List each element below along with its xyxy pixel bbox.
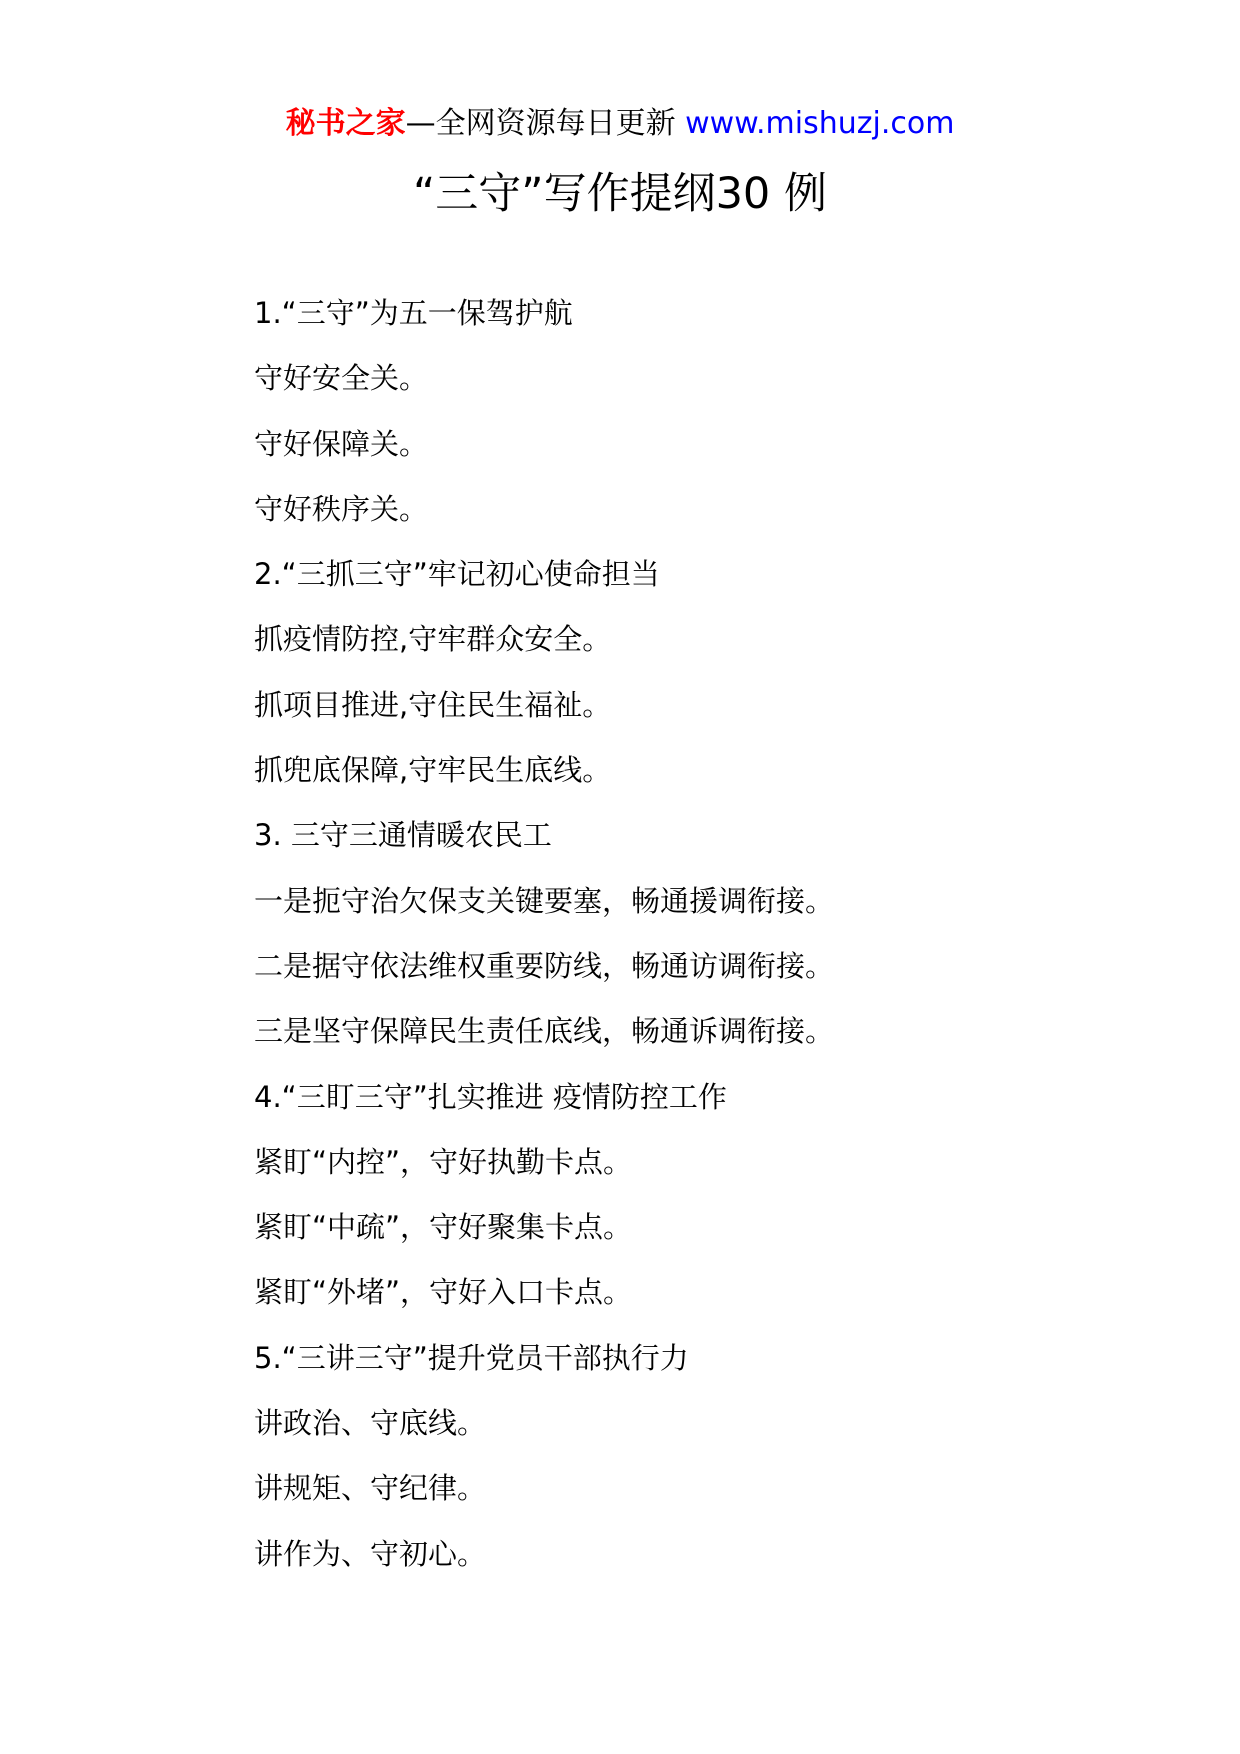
document-title: “三守”写作提纲30 例: [413, 169, 827, 219]
document-body: [254, 294, 1154, 1600]
body-line: 抓疫情防控,守牢群众安全。: [254, 622, 612, 657]
brand-name: 秘书之家: [285, 106, 406, 141]
section-heading-3: 3. 三守三通情暖农民工: [254, 818, 552, 853]
body-line: 守好安全关。: [254, 361, 429, 396]
section-heading-5: 5.“三讲三守”提升党员干部执行力: [254, 1340, 689, 1375]
body-line: 守好保障关。: [254, 426, 429, 461]
body-line: 讲政治、守底线。: [254, 1406, 487, 1441]
body-line: 三是坚守保障民生责任底线，畅通诉调衔接。: [254, 1014, 835, 1049]
body-line: 二是据守依法维权重要防线，畅通访调衔接。: [254, 948, 835, 983]
body-line: 紧盯“外堵”，守好入口卡点。: [254, 1275, 633, 1310]
body-line: 紧盯“内控”，守好执勤卡点。: [254, 1144, 633, 1179]
body-line: 守好秩序关。: [254, 491, 429, 526]
section-heading-4: 4.“三盯三守”扎实推进 疫情防控工作: [254, 1079, 727, 1114]
section-heading-2: 2.“三抓三守”牢记初心使命担当: [254, 557, 660, 592]
body-line: 抓项目推进,守住民生福祉。: [254, 687, 612, 722]
site-header: [0, 104, 1240, 144]
body-line: 抓兜底保障,守牢民生底线。: [254, 753, 612, 788]
body-line: 一是扼守治欠保支关键要塞，畅通援调衔接。: [254, 883, 835, 918]
body-line: 紧盯“中疏”，守好聚集卡点。: [254, 1210, 633, 1245]
body-line: 讲规矩、守纪律。: [254, 1471, 487, 1506]
header-tagline: —全网资源每日更新: [405, 106, 686, 141]
body-line: 讲作为、守初心。: [254, 1536, 487, 1571]
section-heading-1: 1.“三守”为五一保驾护航: [254, 296, 573, 330]
site-url-link[interactable]: www.mishuzj.com: [685, 106, 955, 141]
